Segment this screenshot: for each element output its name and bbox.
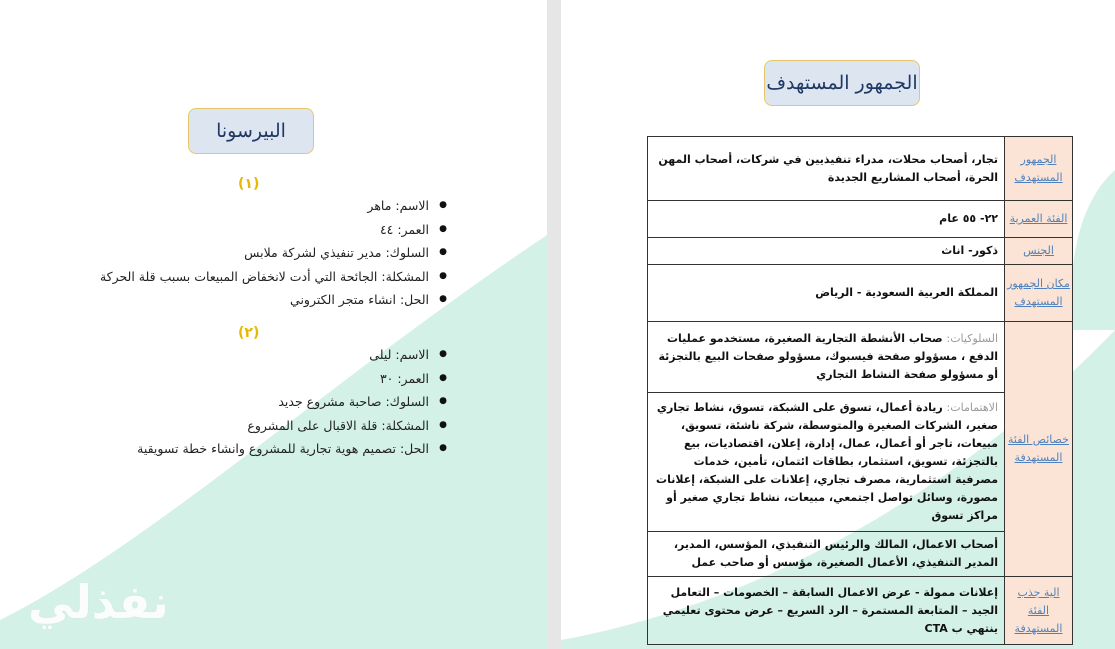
- row-header: الجمهور المستهدف: [1005, 137, 1073, 201]
- interests-cell: [648, 393, 1005, 532]
- table-row: [648, 265, 1073, 322]
- persona-title: البيرسونا: [188, 108, 314, 154]
- persona-1-problem: ● المشكلة: الجائحة التي أدت لانخفاض المبيعات بسبب قلة الحركة: [100, 265, 447, 289]
- table-row: [648, 137, 1073, 201]
- interests-text: ريادة أعمال، تسوق على الشبكة، تسوق، نشاط تجاري صغير، الشركات الصغيرة والمتوسطة، شركة ناشئة، تسويق، مبيعات، تاجر أو أعمال، عمال، إدارة، إعلان، اقتصاديات، بيع بالتجزئة، تسويق، استثمار، بطاقات ائتمان، تأمين، خدمات مصرفية استثمارية، مصرف تجاري، إعلانات على الشبكة، إعلانات مصورة، وسائل تواصل اجتمعي، مبيعات، نشاط تجاري صغير أو مراكز تسوق: [656, 401, 998, 522]
- persona-2-list: [137, 343, 447, 461]
- row-header: خصائص الفئة المستهدفة: [1005, 322, 1073, 577]
- behaviors-label: السلوكيات:: [946, 332, 998, 345]
- behaviors-cell: [648, 322, 1005, 393]
- behaviors-text: صحاب الأنشطة التجارية الصغيرة، مستخدمو عمليات الدفع ، مسؤولو صفحة فيسبوك، مسؤولو صفحات البيع بالتجزئة أو مسؤولو صفحة النشاط التجاري: [658, 332, 998, 381]
- row-header: مكان الجمهور المستهدف: [1005, 265, 1073, 322]
- table-row: [648, 577, 1073, 645]
- audience-title: الجمهور المستهدف: [764, 60, 920, 106]
- persona-2-behavior: ● السلوك: صاحبة مشروع جديد: [137, 390, 447, 414]
- attraction-cell: [648, 577, 1005, 645]
- interests-label: الاهتمامات:: [946, 401, 998, 414]
- cta-text: CTA: [924, 621, 948, 635]
- persona-2-problem: ● المشكلة: قلة الاقبال على المشروع: [137, 414, 447, 438]
- persona-2-number: (٢): [238, 325, 260, 341]
- mint-background-shape: [0, 0, 547, 649]
- persona-1-solution: ● الحل: انشاء متجر الكتروني: [100, 288, 447, 312]
- table-row: [648, 238, 1073, 265]
- persona-1-list: [100, 194, 447, 312]
- persona-1-age: ● العمر: ٤٤: [100, 218, 447, 242]
- table-row: [648, 201, 1073, 238]
- row-value: ذكور- اناث: [648, 238, 1005, 265]
- logo-watermark: نفذلي: [28, 575, 169, 629]
- persona-1-behavior: ● السلوك: مدير تنفيذي لشركة ملابس: [100, 241, 447, 265]
- attraction-text: إعلانات ممولة - عرض الاعمال السابقة – الخصومات – التعامل الجيد – المتابعة المستمرة – الرد السريع – عرض محتوى تعليمي ينتهي ب: [662, 585, 998, 635]
- persona-2-name: ● الاسم: ليلى: [137, 343, 447, 367]
- row-value: المملكة العربية السعودية - الرياض: [648, 265, 1005, 322]
- roles-cell: أصحاب الاعمال، المالك والرئيس التنفيذي، المؤسس، المدير، المدير التنفيذي، الأعمال الصغيرة، مؤسس أو صاحب عمل: [648, 532, 1005, 577]
- persona-2-age: ● العمر: ٣٠: [137, 367, 447, 391]
- row-value: ٢٢- ٥٥ عام: [648, 201, 1005, 238]
- audience-table: [647, 136, 1073, 645]
- row-header: الجنس: [1005, 238, 1073, 265]
- left-page: [0, 0, 547, 649]
- persona-2-solution: ● الحل: تصميم هوية تجارية للمشروع وانشاء خطة تسويقية: [137, 437, 447, 461]
- persona-1-number: (١): [238, 176, 260, 192]
- row-header: الية جذب الفئة المستهدفة: [1005, 577, 1073, 645]
- persona-1-name: ● الاسم: ماهر: [100, 194, 447, 218]
- row-header: الفئة العمرية: [1005, 201, 1073, 238]
- table-row: [648, 322, 1073, 393]
- right-page: [561, 0, 1115, 649]
- row-value: تجار، أصحاب محلات، مدراء تنفيذيين في شركات، أصحاب المهن الحرة، أصحاب المشاريع الجديدة: [648, 137, 1005, 201]
